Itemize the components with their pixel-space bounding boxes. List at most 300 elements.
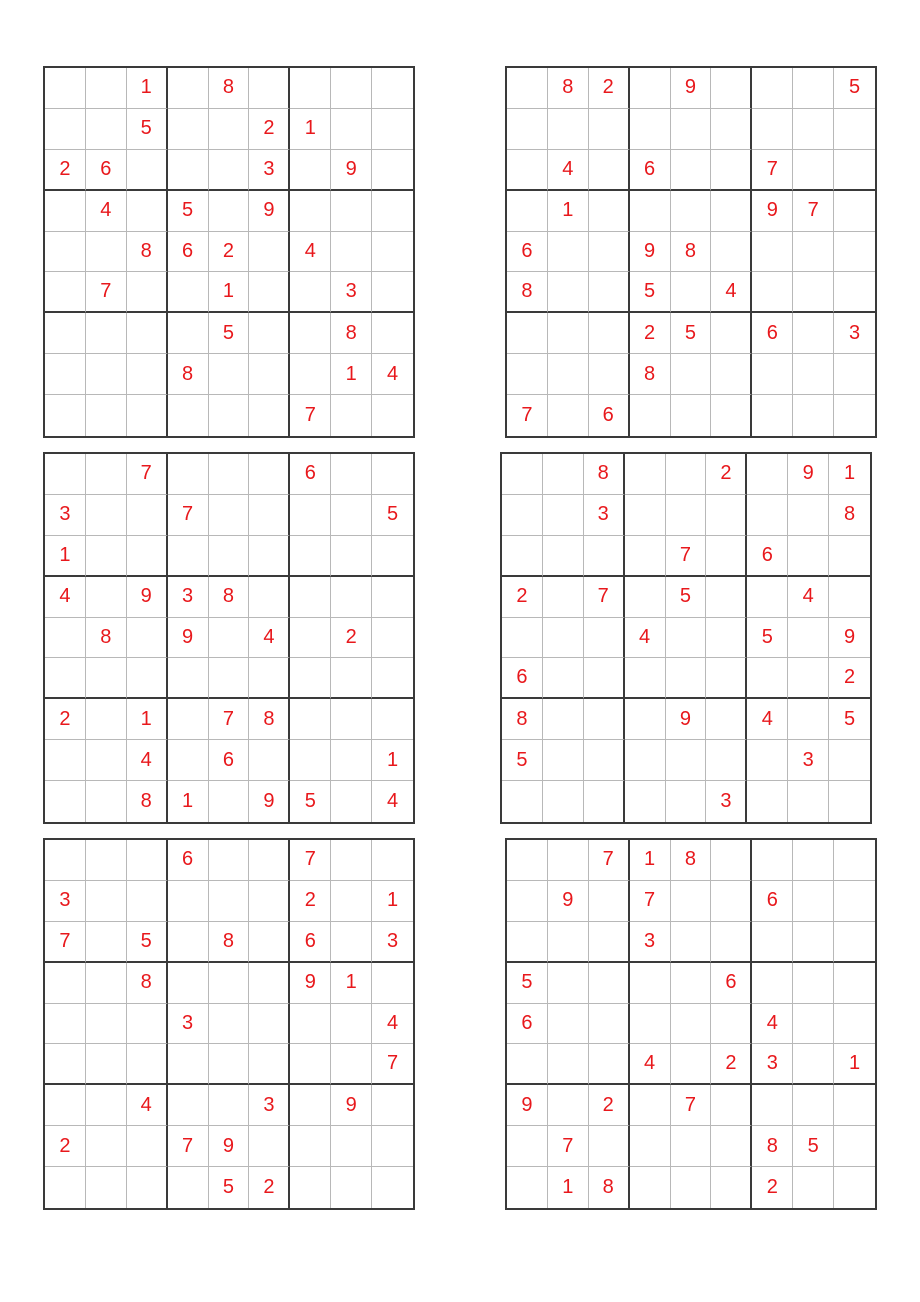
sudoku-cell[interactable] — [589, 354, 630, 395]
sudoku-cell[interactable]: 4 — [86, 191, 127, 232]
sudoku-cell[interactable] — [290, 272, 331, 313]
sudoku-cell[interactable] — [752, 232, 793, 273]
sudoku-cell[interactable]: 7 — [290, 395, 331, 436]
sudoku-cell[interactable] — [331, 840, 372, 881]
sudoku-cell[interactable] — [209, 536, 250, 577]
sudoku-cell[interactable]: 2 — [45, 1126, 86, 1167]
sudoku-cell[interactable] — [548, 354, 589, 395]
sudoku-cell[interactable]: 6 — [209, 740, 250, 781]
sudoku-cell[interactable] — [127, 1167, 168, 1208]
sudoku-cell[interactable] — [671, 1004, 712, 1045]
sudoku-cell[interactable] — [249, 881, 290, 922]
sudoku-cell[interactable] — [706, 699, 747, 740]
sudoku-cell[interactable]: 4 — [372, 354, 413, 395]
sudoku-cell[interactable] — [168, 881, 209, 922]
sudoku-cell[interactable] — [793, 109, 834, 150]
sudoku-cell[interactable] — [331, 1044, 372, 1085]
sudoku-cell[interactable] — [168, 922, 209, 963]
sudoku-cell[interactable] — [209, 1004, 250, 1045]
sudoku-cell[interactable] — [86, 740, 127, 781]
sudoku-cell[interactable]: 9 — [752, 191, 793, 232]
sudoku-cell[interactable] — [168, 1044, 209, 1085]
sudoku-cell[interactable] — [372, 150, 413, 191]
sudoku-cell[interactable] — [45, 68, 86, 109]
sudoku-cell[interactable] — [507, 922, 548, 963]
sudoku-cell[interactable] — [706, 495, 747, 536]
sudoku-cell[interactable] — [834, 881, 875, 922]
sudoku-cell[interactable]: 9 — [168, 618, 209, 659]
sudoku-cell[interactable] — [752, 840, 793, 881]
sudoku-cell[interactable] — [548, 840, 589, 881]
sudoku-cell[interactable] — [548, 232, 589, 273]
sudoku-cell[interactable] — [45, 272, 86, 313]
sudoku-cell[interactable] — [45, 840, 86, 881]
sudoku-cell[interactable] — [543, 740, 584, 781]
sudoku-cell[interactable] — [752, 395, 793, 436]
sudoku-cell[interactable] — [249, 313, 290, 354]
sudoku-cell[interactable] — [543, 577, 584, 618]
sudoku-cell[interactable]: 8 — [630, 354, 671, 395]
sudoku-cell[interactable] — [209, 191, 250, 232]
sudoku-cell[interactable] — [793, 1167, 834, 1208]
sudoku-cell[interactable] — [671, 881, 712, 922]
sudoku-cell[interactable] — [331, 536, 372, 577]
sudoku-cell[interactable] — [331, 1126, 372, 1167]
sudoku-cell[interactable] — [589, 150, 630, 191]
sudoku-cell[interactable] — [249, 840, 290, 881]
sudoku-cell[interactable] — [711, 1167, 752, 1208]
sudoku-cell[interactable] — [209, 618, 250, 659]
sudoku-cell[interactable] — [168, 454, 209, 495]
sudoku-cell[interactable] — [86, 1126, 127, 1167]
sudoku-cell[interactable]: 1 — [127, 68, 168, 109]
sudoku-cell[interactable] — [625, 577, 666, 618]
sudoku-cell[interactable]: 4 — [372, 1004, 413, 1045]
sudoku-cell[interactable]: 5 — [793, 1126, 834, 1167]
sudoku-cell[interactable] — [711, 109, 752, 150]
sudoku-cell[interactable]: 8 — [548, 68, 589, 109]
sudoku-cell[interactable] — [290, 740, 331, 781]
sudoku-cell[interactable] — [249, 740, 290, 781]
sudoku-cell[interactable] — [209, 395, 250, 436]
sudoku-cell[interactable]: 5 — [127, 109, 168, 150]
sudoku-cell[interactable] — [793, 922, 834, 963]
sudoku-cell[interactable] — [372, 1167, 413, 1208]
sudoku-cell[interactable] — [168, 1085, 209, 1126]
sudoku-cell[interactable]: 4 — [747, 699, 788, 740]
sudoku-cell[interactable] — [168, 313, 209, 354]
sudoku-cell[interactable] — [86, 313, 127, 354]
sudoku-cell[interactable]: 7 — [671, 1085, 712, 1126]
sudoku-cell[interactable]: 7 — [290, 840, 331, 881]
sudoku-cell[interactable] — [625, 495, 666, 536]
sudoku-cell[interactable]: 9 — [788, 454, 829, 495]
sudoku-cell[interactable] — [625, 454, 666, 495]
sudoku-cell[interactable]: 6 — [747, 536, 788, 577]
sudoku-cell[interactable] — [372, 963, 413, 1004]
sudoku-cell[interactable] — [752, 109, 793, 150]
sudoku-cell[interactable] — [834, 840, 875, 881]
sudoku-cell[interactable] — [548, 1044, 589, 1085]
sudoku-cell[interactable]: 9 — [829, 618, 870, 659]
sudoku-cell[interactable] — [507, 191, 548, 232]
sudoku-cell[interactable]: 8 — [127, 232, 168, 273]
sudoku-cell[interactable] — [666, 740, 707, 781]
sudoku-cell[interactable]: 3 — [788, 740, 829, 781]
sudoku-cell[interactable] — [793, 1004, 834, 1045]
sudoku-cell[interactable] — [127, 1044, 168, 1085]
sudoku-cell[interactable] — [127, 150, 168, 191]
sudoku-cell[interactable]: 5 — [630, 272, 671, 313]
sudoku-cell[interactable] — [666, 781, 707, 822]
sudoku-cell[interactable] — [45, 1085, 86, 1126]
sudoku-cell[interactable]: 7 — [372, 1044, 413, 1085]
sudoku-cell[interactable]: 2 — [711, 1044, 752, 1085]
sudoku-cell[interactable] — [290, 1167, 331, 1208]
sudoku-cell[interactable] — [625, 699, 666, 740]
sudoku-cell[interactable] — [752, 1085, 793, 1126]
sudoku-cell[interactable] — [589, 1044, 630, 1085]
sudoku-cell[interactable] — [331, 740, 372, 781]
sudoku-cell[interactable] — [127, 840, 168, 881]
sudoku-cell[interactable] — [666, 658, 707, 699]
sudoku-cell[interactable] — [127, 272, 168, 313]
sudoku-cell[interactable] — [793, 963, 834, 1004]
sudoku-cell[interactable]: 3 — [168, 577, 209, 618]
sudoku-cell[interactable] — [249, 1004, 290, 1045]
sudoku-cell[interactable]: 3 — [249, 150, 290, 191]
sudoku-cell[interactable] — [45, 454, 86, 495]
sudoku-cell[interactable]: 3 — [706, 781, 747, 822]
sudoku-cell[interactable]: 8 — [584, 454, 625, 495]
sudoku-cell[interactable]: 5 — [671, 313, 712, 354]
sudoku-cell[interactable]: 1 — [209, 272, 250, 313]
sudoku-cell[interactable]: 1 — [331, 354, 372, 395]
sudoku-cell[interactable] — [331, 781, 372, 822]
sudoku-cell[interactable] — [584, 536, 625, 577]
sudoku-cell[interactable]: 8 — [249, 699, 290, 740]
sudoku-cell[interactable] — [589, 109, 630, 150]
sudoku-cell[interactable]: 8 — [502, 699, 543, 740]
sudoku-cell[interactable]: 5 — [372, 495, 413, 536]
sudoku-cell[interactable] — [372, 109, 413, 150]
sudoku-cell[interactable] — [290, 1126, 331, 1167]
sudoku-cell[interactable] — [747, 781, 788, 822]
sudoku-cell[interactable] — [127, 658, 168, 699]
sudoku-cell[interactable] — [711, 191, 752, 232]
sudoku-cell[interactable] — [331, 1167, 372, 1208]
sudoku-cell[interactable] — [706, 618, 747, 659]
sudoku-cell[interactable] — [502, 618, 543, 659]
sudoku-cell[interactable] — [168, 658, 209, 699]
sudoku-cell[interactable] — [168, 395, 209, 436]
sudoku-cell[interactable] — [209, 495, 250, 536]
sudoku-cell[interactable]: 8 — [752, 1126, 793, 1167]
sudoku-cell[interactable] — [834, 150, 875, 191]
sudoku-cell[interactable]: 9 — [290, 963, 331, 1004]
sudoku-cell[interactable] — [249, 232, 290, 273]
sudoku-cell[interactable]: 7 — [507, 395, 548, 436]
sudoku-cell[interactable] — [290, 313, 331, 354]
sudoku-cell[interactable] — [671, 272, 712, 313]
sudoku-cell[interactable]: 5 — [507, 963, 548, 1004]
sudoku-cell[interactable] — [45, 354, 86, 395]
sudoku-cell[interactable] — [45, 395, 86, 436]
sudoku-cell[interactable] — [86, 881, 127, 922]
sudoku-cell[interactable] — [331, 68, 372, 109]
sudoku-cell[interactable] — [45, 191, 86, 232]
sudoku-cell[interactable]: 7 — [127, 454, 168, 495]
sudoku-cell[interactable]: 2 — [502, 577, 543, 618]
sudoku-cell[interactable] — [290, 68, 331, 109]
sudoku-cell[interactable] — [671, 1126, 712, 1167]
sudoku-cell[interactable] — [249, 454, 290, 495]
sudoku-cell[interactable] — [834, 1167, 875, 1208]
sudoku-cell[interactable]: 7 — [86, 272, 127, 313]
sudoku-cell[interactable]: 5 — [209, 313, 250, 354]
sudoku-cell[interactable] — [331, 191, 372, 232]
sudoku-cell[interactable]: 3 — [372, 922, 413, 963]
sudoku-cell[interactable]: 3 — [331, 272, 372, 313]
sudoku-cell[interactable] — [507, 68, 548, 109]
sudoku-cell[interactable] — [584, 740, 625, 781]
sudoku-cell[interactable] — [834, 922, 875, 963]
sudoku-cell[interactable] — [290, 1044, 331, 1085]
sudoku-cell[interactable] — [788, 495, 829, 536]
sudoku-cell[interactable] — [630, 68, 671, 109]
sudoku-cell[interactable]: 4 — [127, 1085, 168, 1126]
sudoku-cell[interactable]: 1 — [834, 1044, 875, 1085]
sudoku-cell[interactable] — [249, 272, 290, 313]
sudoku-cell[interactable] — [793, 150, 834, 191]
sudoku-cell[interactable] — [671, 150, 712, 191]
sudoku-cell[interactable] — [589, 191, 630, 232]
sudoku-cell[interactable]: 8 — [127, 963, 168, 1004]
sudoku-cell[interactable] — [548, 109, 589, 150]
sudoku-cell[interactable] — [793, 68, 834, 109]
sudoku-cell[interactable] — [834, 109, 875, 150]
sudoku-cell[interactable] — [793, 1085, 834, 1126]
sudoku-cell[interactable]: 6 — [507, 1004, 548, 1045]
sudoku-cell[interactable]: 8 — [671, 232, 712, 273]
sudoku-cell[interactable] — [543, 781, 584, 822]
sudoku-cell[interactable] — [86, 232, 127, 273]
sudoku-cell[interactable] — [543, 495, 584, 536]
sudoku-cell[interactable]: 1 — [372, 740, 413, 781]
sudoku-cell[interactable] — [625, 536, 666, 577]
sudoku-cell[interactable] — [290, 618, 331, 659]
sudoku-cell[interactable] — [747, 495, 788, 536]
sudoku-cell[interactable]: 1 — [548, 1167, 589, 1208]
sudoku-cell[interactable] — [372, 272, 413, 313]
sudoku-cell[interactable] — [290, 191, 331, 232]
sudoku-cell[interactable] — [86, 699, 127, 740]
sudoku-cell[interactable] — [372, 313, 413, 354]
sudoku-cell[interactable] — [671, 963, 712, 1004]
sudoku-cell[interactable] — [86, 1004, 127, 1045]
sudoku-cell[interactable] — [711, 1085, 752, 1126]
sudoku-cell[interactable] — [630, 1126, 671, 1167]
sudoku-cell[interactable] — [711, 881, 752, 922]
sudoku-cell[interactable] — [788, 618, 829, 659]
sudoku-cell[interactable] — [829, 781, 870, 822]
sudoku-cell[interactable] — [45, 232, 86, 273]
sudoku-cell[interactable]: 6 — [589, 395, 630, 436]
sudoku-cell[interactable] — [793, 313, 834, 354]
sudoku-cell[interactable] — [711, 232, 752, 273]
sudoku-cell[interactable] — [209, 354, 250, 395]
sudoku-cell[interactable]: 1 — [372, 881, 413, 922]
sudoku-cell[interactable] — [331, 109, 372, 150]
sudoku-cell[interactable] — [625, 658, 666, 699]
sudoku-cell[interactable] — [711, 395, 752, 436]
sudoku-cell[interactable]: 8 — [209, 68, 250, 109]
sudoku-cell[interactable] — [834, 1085, 875, 1126]
sudoku-cell[interactable] — [372, 840, 413, 881]
sudoku-cell[interactable]: 8 — [168, 354, 209, 395]
sudoku-cell[interactable] — [45, 1167, 86, 1208]
sudoku-cell[interactable] — [752, 68, 793, 109]
sudoku-cell[interactable] — [671, 395, 712, 436]
sudoku-cell[interactable] — [209, 881, 250, 922]
sudoku-cell[interactable] — [127, 191, 168, 232]
sudoku-cell[interactable]: 7 — [589, 840, 630, 881]
sudoku-cell[interactable] — [548, 1085, 589, 1126]
sudoku-cell[interactable] — [372, 395, 413, 436]
sudoku-cell[interactable]: 8 — [209, 577, 250, 618]
sudoku-cell[interactable] — [331, 577, 372, 618]
sudoku-cell[interactable]: 4 — [548, 150, 589, 191]
sudoku-cell[interactable] — [671, 191, 712, 232]
sudoku-cell[interactable]: 3 — [249, 1085, 290, 1126]
sudoku-cell[interactable] — [548, 922, 589, 963]
sudoku-cell[interactable] — [127, 881, 168, 922]
sudoku-cell[interactable] — [630, 1167, 671, 1208]
sudoku-cell[interactable] — [706, 658, 747, 699]
sudoku-cell[interactable] — [589, 232, 630, 273]
sudoku-cell[interactable] — [168, 536, 209, 577]
sudoku-cell[interactable] — [630, 191, 671, 232]
sudoku-cell[interactable]: 1 — [290, 109, 331, 150]
sudoku-cell[interactable] — [290, 495, 331, 536]
sudoku-cell[interactable] — [86, 577, 127, 618]
sudoku-cell[interactable] — [45, 313, 86, 354]
sudoku-cell[interactable]: 6 — [86, 150, 127, 191]
sudoku-cell[interactable] — [706, 536, 747, 577]
sudoku-cell[interactable] — [331, 658, 372, 699]
sudoku-cell[interactable] — [249, 495, 290, 536]
sudoku-cell[interactable] — [543, 699, 584, 740]
sudoku-cell[interactable] — [747, 454, 788, 495]
sudoku-cell[interactable] — [548, 272, 589, 313]
sudoku-cell[interactable] — [711, 840, 752, 881]
sudoku-cell[interactable] — [752, 963, 793, 1004]
sudoku-cell[interactable] — [372, 536, 413, 577]
sudoku-cell[interactable] — [290, 354, 331, 395]
sudoku-cell[interactable]: 2 — [45, 699, 86, 740]
sudoku-cell[interactable] — [584, 618, 625, 659]
sudoku-cell[interactable]: 3 — [45, 495, 86, 536]
sudoku-cell[interactable]: 7 — [584, 577, 625, 618]
sudoku-cell[interactable] — [548, 313, 589, 354]
sudoku-cell[interactable]: 9 — [630, 232, 671, 273]
sudoku-cell[interactable] — [543, 658, 584, 699]
sudoku-cell[interactable] — [249, 536, 290, 577]
sudoku-cell[interactable] — [331, 922, 372, 963]
sudoku-cell[interactable] — [372, 454, 413, 495]
sudoku-cell[interactable] — [711, 150, 752, 191]
sudoku-cell[interactable] — [834, 395, 875, 436]
sudoku-cell[interactable]: 6 — [711, 963, 752, 1004]
sudoku-cell[interactable] — [86, 536, 127, 577]
sudoku-cell[interactable] — [86, 781, 127, 822]
sudoku-cell[interactable]: 5 — [168, 191, 209, 232]
sudoku-cell[interactable] — [127, 354, 168, 395]
sudoku-cell[interactable] — [45, 740, 86, 781]
sudoku-cell[interactable]: 6 — [168, 840, 209, 881]
sudoku-cell[interactable] — [711, 68, 752, 109]
sudoku-cell[interactable] — [290, 1004, 331, 1045]
sudoku-cell[interactable] — [86, 658, 127, 699]
sudoku-cell[interactable] — [209, 1085, 250, 1126]
sudoku-cell[interactable]: 3 — [834, 313, 875, 354]
sudoku-cell[interactable]: 1 — [829, 454, 870, 495]
sudoku-cell[interactable]: 7 — [548, 1126, 589, 1167]
sudoku-cell[interactable] — [331, 232, 372, 273]
sudoku-cell[interactable] — [548, 395, 589, 436]
sudoku-cell[interactable]: 6 — [752, 313, 793, 354]
sudoku-cell[interactable] — [711, 1126, 752, 1167]
sudoku-cell[interactable]: 6 — [507, 232, 548, 273]
sudoku-cell[interactable] — [168, 740, 209, 781]
sudoku-cell[interactable] — [788, 781, 829, 822]
sudoku-cell[interactable]: 2 — [630, 313, 671, 354]
sudoku-cell[interactable] — [671, 354, 712, 395]
sudoku-cell[interactable] — [788, 699, 829, 740]
sudoku-cell[interactable]: 5 — [666, 577, 707, 618]
sudoku-cell[interactable]: 2 — [706, 454, 747, 495]
sudoku-cell[interactable] — [86, 1044, 127, 1085]
sudoku-cell[interactable]: 4 — [711, 272, 752, 313]
sudoku-cell[interactable] — [45, 658, 86, 699]
sudoku-cell[interactable] — [331, 495, 372, 536]
sudoku-cell[interactable] — [372, 68, 413, 109]
sudoku-cell[interactable]: 5 — [209, 1167, 250, 1208]
sudoku-cell[interactable] — [249, 963, 290, 1004]
sudoku-cell[interactable] — [747, 577, 788, 618]
sudoku-cell[interactable]: 7 — [666, 536, 707, 577]
sudoku-cell[interactable] — [249, 68, 290, 109]
sudoku-cell[interactable]: 3 — [584, 495, 625, 536]
sudoku-cell[interactable]: 6 — [290, 922, 331, 963]
sudoku-cell[interactable] — [793, 232, 834, 273]
sudoku-cell[interactable] — [711, 313, 752, 354]
sudoku-cell[interactable] — [834, 232, 875, 273]
sudoku-cell[interactable]: 9 — [507, 1085, 548, 1126]
sudoku-cell[interactable] — [502, 781, 543, 822]
sudoku-cell[interactable]: 9 — [671, 68, 712, 109]
sudoku-cell[interactable]: 5 — [502, 740, 543, 781]
sudoku-cell[interactable]: 2 — [209, 232, 250, 273]
sudoku-cell[interactable] — [372, 1126, 413, 1167]
sudoku-cell[interactable] — [86, 354, 127, 395]
sudoku-cell[interactable] — [507, 109, 548, 150]
sudoku-cell[interactable]: 4 — [290, 232, 331, 273]
sudoku-cell[interactable] — [209, 454, 250, 495]
sudoku-cell[interactable] — [45, 618, 86, 659]
sudoku-cell[interactable] — [589, 922, 630, 963]
sudoku-cell[interactable] — [249, 354, 290, 395]
